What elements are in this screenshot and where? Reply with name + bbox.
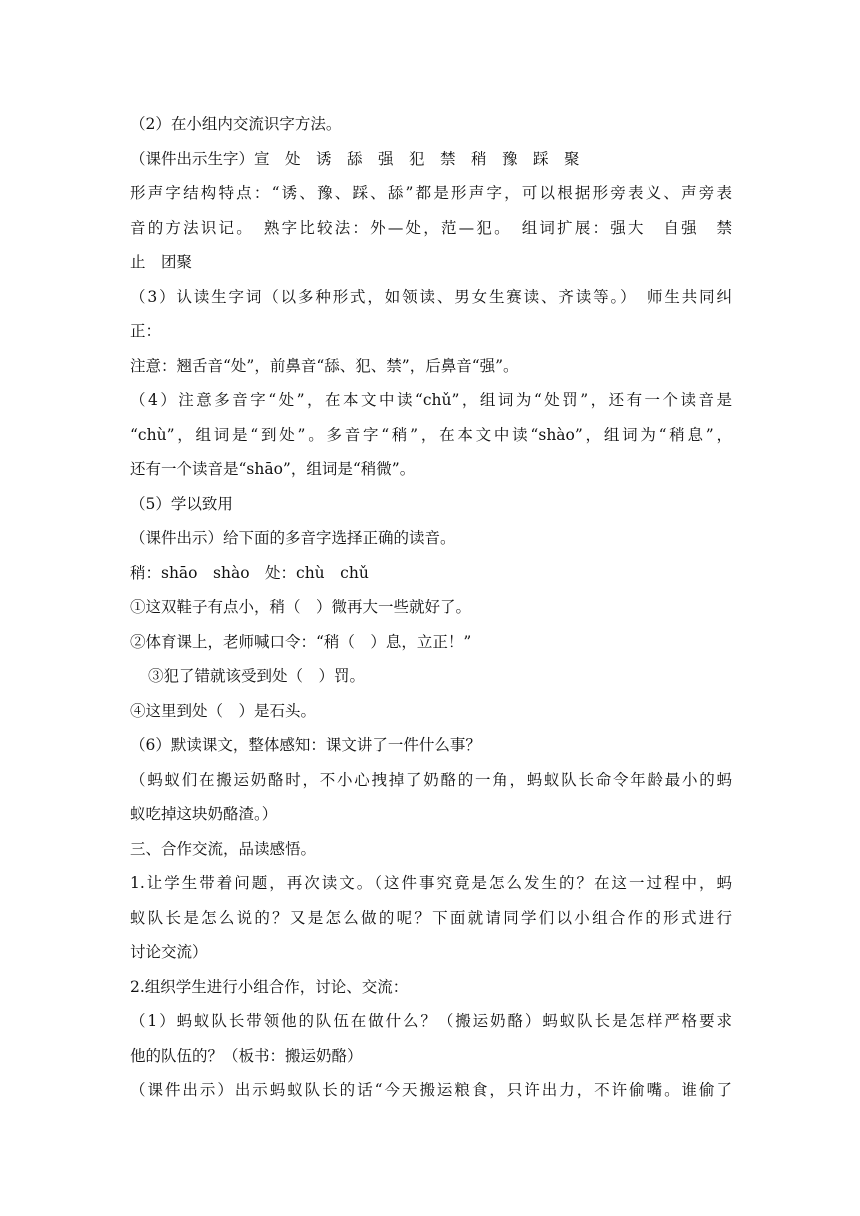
text-line: 形声字结构特点：“诱、豫、踩、舔”都是形声字，可以根据形旁表义、声旁表 <box>130 184 732 202</box>
section-heading: 三、合作交流，品读感悟。 <box>130 839 317 858</box>
text-line: （4）注意多音字“处”，在本文中读“chǔ”，组词为“处罚”，还有一个读音是 <box>130 391 732 409</box>
text-line: 讨论交流） <box>130 943 208 961</box>
text-line: 还有一个读音是“shāo”，组词是“稍微”。 <box>130 460 416 478</box>
text-line: （5）学以致用 <box>130 494 233 513</box>
text-line: 他的队伍的？（板书：搬运奶酪） <box>130 1046 363 1065</box>
text-line: 蚁队长是怎么说的？又是怎么做的呢？下面就请同学们以小组合作的形式进行 <box>130 908 732 927</box>
text-line: 音的方法识记。 熟字比较法：外—处，范—犯。 组词扩展：强大 自强 禁 <box>130 218 732 237</box>
text-line: （1）蚂蚁队长带领他的队伍在做什么？（搬运奶酪）蚂蚁队长是怎样严格要求 <box>130 1012 732 1030</box>
text-line: ④这里到处（ ）是石头。 <box>130 701 317 720</box>
text-line: （课件出示生字）宣 处 诱 舔 强 犯 禁 稍 豫 踩 聚 <box>130 149 580 168</box>
text-line: （2）在小组内交流识字方法。 <box>130 115 342 133</box>
text-line: （3）认读生字词（以多种形式，如领读、男女生赛读、齐读等。） 师生共同纠 <box>130 287 732 306</box>
text-line: ③犯了错就该受到处（ ）罚。 <box>148 667 366 685</box>
text-line: ②体育课上，老师喊口令：“稍（ ）息，立正！” <box>130 632 472 651</box>
text-line: （蚂蚁们在搬运奶酪时，不小心拽掉了奶酪的一角，蚂蚁队长命令年龄最小的蚂 <box>130 770 732 789</box>
text-line: （课件出示）出示蚂蚁队长的话“今天搬运粮食，只许出力，不许偷嘴。谁偷了 <box>130 1081 732 1099</box>
text-line: （课件出示）给下面的多音字选择正确的读音。 <box>130 529 456 547</box>
document-page <box>130 107 732 1108</box>
text-line: 止 团聚 <box>130 253 193 271</box>
text-line: 2.组织学生进行小组合作，讨论、交流： <box>130 977 409 996</box>
text-line: 稍：shāo shào 处：chù chǔ <box>130 563 369 582</box>
text-line: 注意：翘舌音“处”，前鼻音“舔、犯、禁”，后鼻音“强”。 <box>130 356 519 375</box>
text-line: （6）默读课文，整体感知：课文讲了一件什么事？ <box>130 736 481 754</box>
text-line: “chù”，组词是“到处”。多音字“稍”，在本文中读“shào”，组词为“稍息”， <box>130 425 732 444</box>
text-line: ①这双鞋子有点小，稍（ ）微再大一些就好了。 <box>130 598 472 616</box>
text-line: 1.让学生带着问题，再次读文。（这件事究竟是怎么发生的？在这一过程中，蚂 <box>130 874 732 892</box>
text-line: 蚁吃掉这块奶酪渣。） <box>130 805 278 823</box>
text-line: 正： <box>130 322 162 340</box>
